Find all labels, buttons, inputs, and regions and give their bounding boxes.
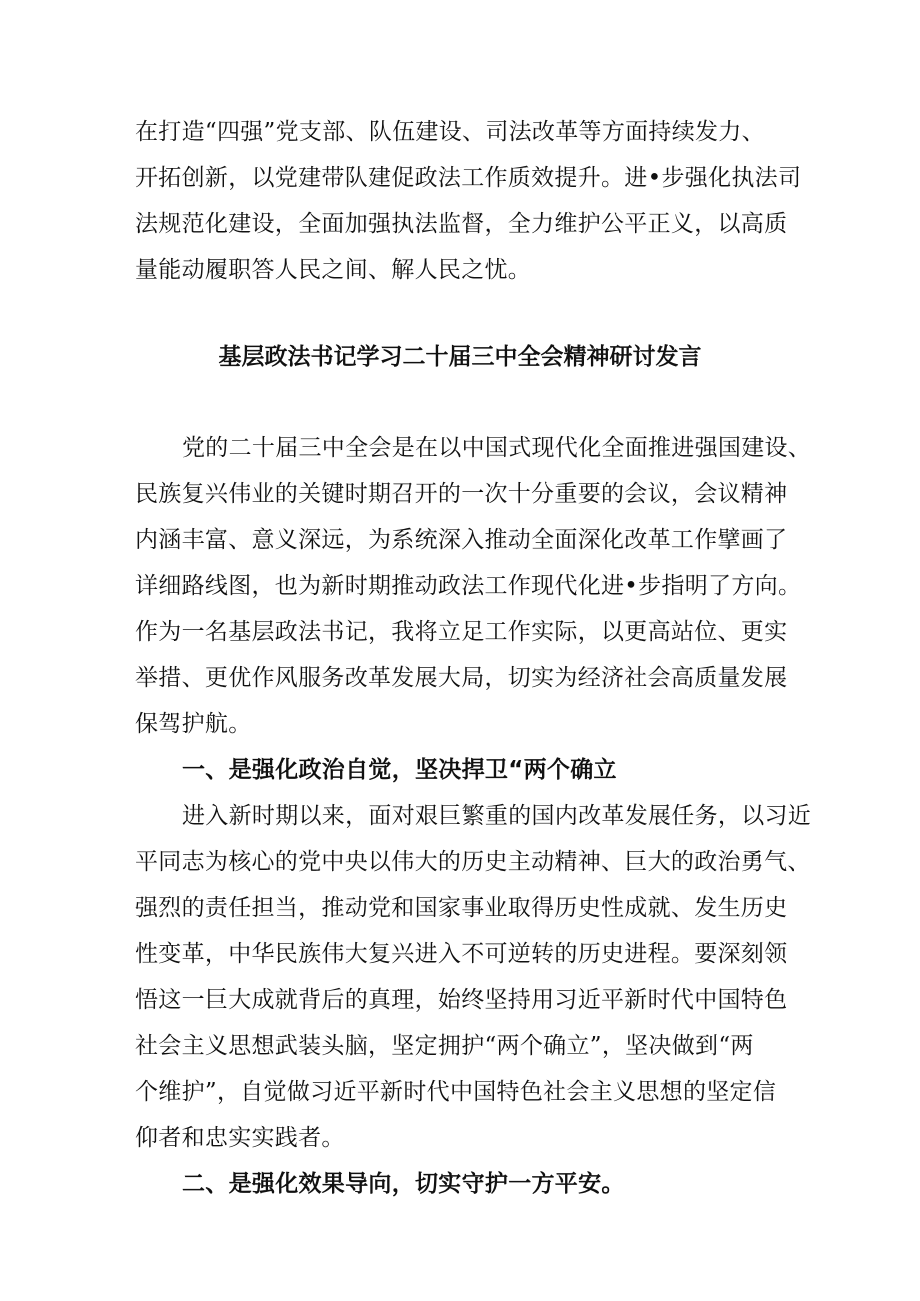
section-heading-2: 二、是强化效果导向，切实守护一方平安。 <box>182 1171 625 1197</box>
section1-line: 进入新时期以来，面对艰巨繁重的国内改革发展任务，以习近 <box>182 803 812 829</box>
paragraph-line: 在打造“四强”党支部、队伍建设、司法改革等方面持续发力、 <box>135 119 765 145</box>
section1-line: 仰者和忠实实践者。 <box>135 1125 345 1151</box>
section1-line: 悟这一巨大成就背后的真理，始终坚持用习近平新时代中国特色 <box>135 987 788 1013</box>
intro-line: 举措、更优作风服务改革发展大局，切实为经济社会高质量发展 <box>135 665 788 691</box>
article-title: 基层政法书记学习二十届三中全会精神研讨发言 <box>218 344 702 370</box>
section1-line: 个维护”，自觉做习近平新时代中国特色社会主义思想的坚定信 <box>135 1079 777 1105</box>
section1-line: 强烈的责任担当，推动党和国家事业取得历史性成就、发生历史 <box>135 895 788 921</box>
paragraph-line: 法规范化建设，全面加强执法监督，全力维护公平正义，以高质 <box>135 211 788 237</box>
section1-line: 性变革，中华民族伟大复兴进入不可逆转的历史进程。要深刻领 <box>135 941 788 967</box>
intro-line: 详细路线图，也为新时期推动政法工作现代化进•步指明了方向。 <box>135 573 802 599</box>
section-heading-1: 一、是强化政治自觉，坚决捍卫“两个确立 <box>182 757 617 783</box>
section1-line: 平同志为核心的党中央以伟大的历史主动精神、巨大的政治勇气、 <box>135 849 811 875</box>
intro-line: 保驾护航。 <box>135 711 252 737</box>
intro-line: 内涵丰富、意义深远，为系统深入推动全面深化改革工作擘画了 <box>135 527 788 553</box>
intro-line: 作为一名基层政法书记，我将立足工作实际，以更高站位、更实 <box>135 619 788 645</box>
intro-line: 党的二十届三中全会是在以中国式现代化全面推进强国建设、 <box>182 435 812 461</box>
section1-line: 社会主义思想武装头脑，坚定拥护“两个确立”，坚决做到“两 <box>135 1033 754 1059</box>
paragraph-line: 量能动履职答人民之间、解人民之忧。 <box>135 257 532 283</box>
paragraph-line: 开拓创新，以党建带队建促政法工作质效提升。进•步强化执法司 <box>135 165 802 191</box>
intro-line: 民族复兴伟业的关键时期召开的一次十分重要的会议，会议精神 <box>135 481 788 507</box>
